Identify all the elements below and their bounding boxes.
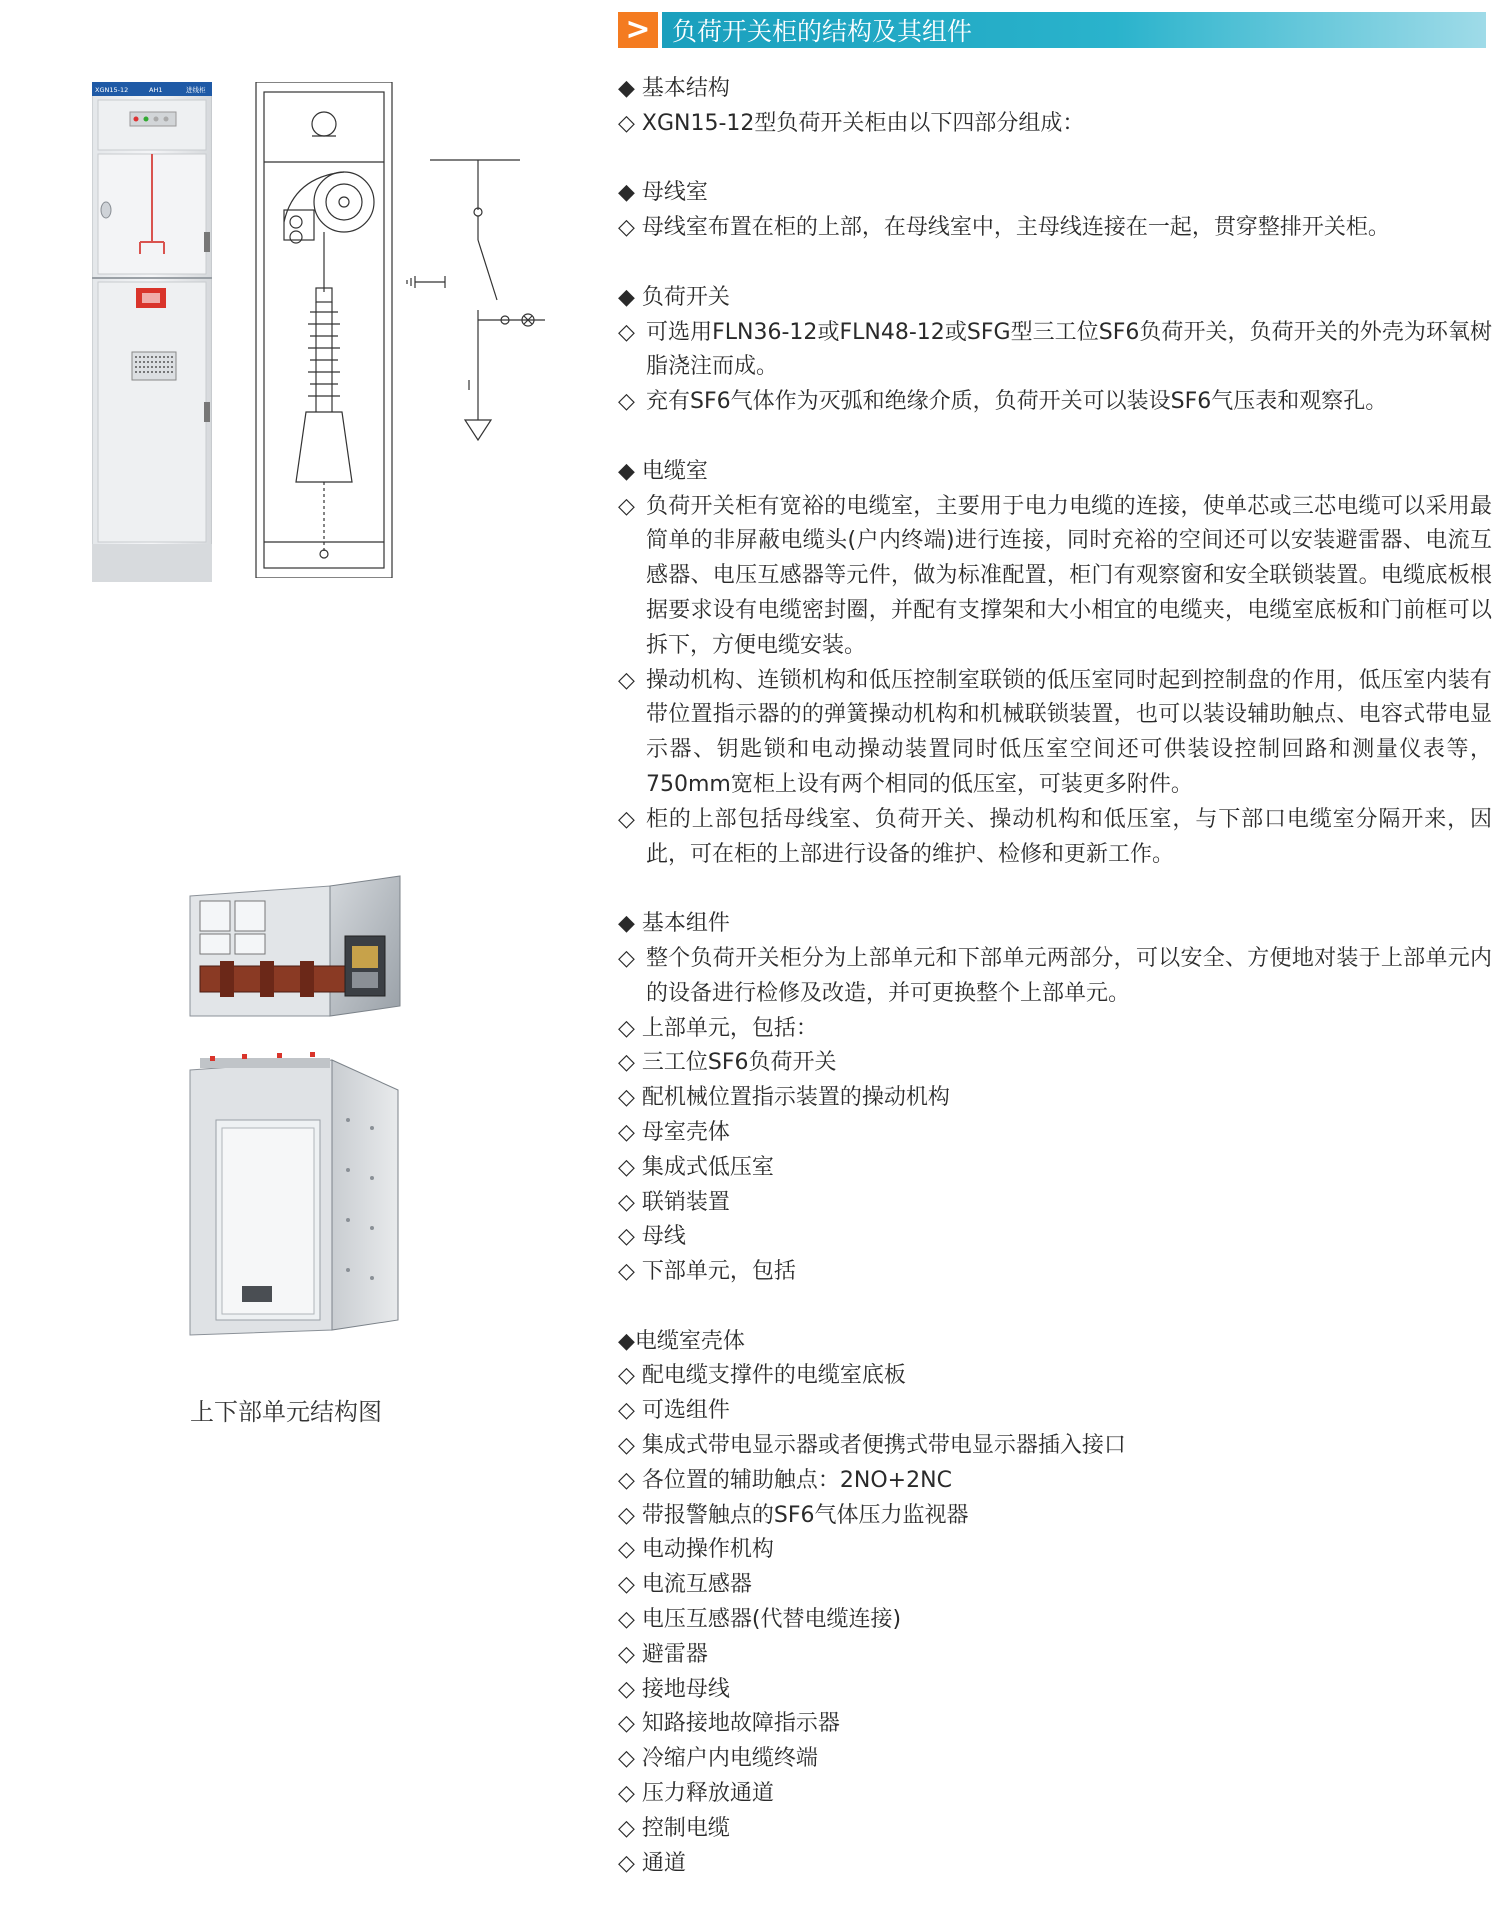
section-title: 负荷开关柜的结构及其组件 <box>662 12 1486 48</box>
list-item: ◇ 电流互感器 <box>618 1572 752 1598</box>
spacer <box>618 246 1492 281</box>
paragraph-text: 可选用FLN36-12或FLN48-12或SFG型三工位SF6负荷开关，负荷开关的外壳为环氧树脂浇注而成。 <box>646 319 1492 380</box>
cabinet-label-left: XGN15-12 <box>95 86 129 94</box>
list-item: ◇ 三工位SF6负荷开关 <box>618 1050 837 1076</box>
list-item: ◇ 带报警触点的SF6气体压力监视器 <box>618 1502 969 1528</box>
list-item: ◇ 避雷器 <box>618 1641 708 1667</box>
bullet-paragraph <box>618 803 1492 873</box>
list-item: ◇ 配电缆支撑件的电缆室底板 <box>618 1363 906 1389</box>
cabinet-front-photo <box>92 82 212 582</box>
header-arrow-icon: > <box>618 12 658 48</box>
paragraph-text: 负荷开关柜有宽裕的电缆室，主要用于电力电缆的连接，使单芯或三芯电缆可以采用最简单的非屏蔽电缆头(户内终端)进行连接，同时充裕的空间还可以安装避雷器、电流互感器、电压互感器等元件，做为标准配置，柜门有观察窗和安全联锁装置。电缆底板根据要求设有电缆密封圈，并配有支撑架和大小相宜的电缆夹，电缆室底板和门前框可以拆下，方便电缆安装。 <box>646 493 1492 658</box>
section-heading: ◆ 电缆室 <box>618 458 708 484</box>
spacer <box>618 142 1492 177</box>
diamond-bullet-icon: ◇ <box>618 667 635 693</box>
section-heading: ◆电缆室壳体 <box>618 1328 745 1354</box>
lower-unit-photo <box>182 1050 406 1340</box>
paragraph-text: 柜的上部包括母线室、负荷开关、操动机构和低压室，与下部口电缆室分隔开来，因此，可在柜的上部进行设备的维护、检修和更新工作。 <box>646 806 1492 867</box>
list-item: ◇ 上部单元，包括： <box>618 1015 818 1041</box>
cabinet-section-drawing <box>254 82 394 578</box>
section-heading: ◆ 母线室 <box>618 180 708 206</box>
bullet-paragraph <box>618 316 1492 386</box>
spacer <box>618 420 1492 455</box>
list-item: ◇ 集成式低压室 <box>618 1154 774 1180</box>
list-item: ◇ 控制电缆 <box>618 1815 730 1841</box>
list-item: ◇ 配机械位置指示装置的操动机构 <box>618 1085 950 1111</box>
section-heading: ◆ 基本组件 <box>618 911 730 937</box>
text-column <box>618 72 1492 1881</box>
list-item: ◇ 知路接地故障指示器 <box>618 1711 840 1737</box>
list-item: ◇ 下部单元，包括 <box>618 1259 796 1285</box>
list-item: ◇ 可选组件 <box>618 1398 730 1424</box>
spacer <box>618 1290 1492 1325</box>
paragraph-text: 操动机构、连锁机构和低压控制室联锁的低压室同时起到控制盘的作用，低压室内装有带位置指示器的的弹簧操动机构和机械联锁装置，也可以装设辅助触点、电容式带电显示器、钥匙锁和电动操动装置同时低压室空间还可供装设控制回路和测量仪表等，750mm宽柜上设有两个相同的低压室，可装更多附件。 <box>646 667 1492 797</box>
list-item: ◇ 电压互感器(代替电缆连接) <box>618 1607 902 1633</box>
paragraph-text: 充有SF6气体作为灭弧和绝缘介质，负荷开关可以装设SF6气压表和观察孔。 <box>646 389 1388 415</box>
upper-unit-photo <box>180 866 410 1036</box>
paragraph-text: 整个负荷开关柜分为上部单元和下部单元两部分，可以安全、方便地对装于上部单元内的设备进行检修及改造，并可更换整个上部单元。 <box>646 945 1492 1006</box>
bullet-paragraph <box>618 385 1492 420</box>
diamond-bullet-icon: ◇ <box>618 945 635 971</box>
list-item: ◇ 电动操作机构 <box>618 1537 774 1563</box>
diamond-bullet-icon: ◇ <box>618 389 635 415</box>
list-item: ◇ 母线 <box>618 1224 686 1250</box>
cabinet-label-mid: AH1 <box>149 86 163 94</box>
figure-caption: 上下部单元结构图 <box>190 1398 382 1426</box>
list-item: ◇ 各位置的辅助触点：2NO+2NC <box>618 1467 952 1493</box>
list-item: ◇ 母室壳体 <box>618 1119 730 1145</box>
diamond-bullet-icon: ◇ <box>618 806 635 832</box>
list-item: ◇ 母线室布置在柜的上部，在母线室中，主母线连接在一起，贯穿整排开关柜。 <box>618 215 1390 241</box>
diamond-bullet-icon: ◇ <box>618 319 635 345</box>
list-item: ◇ XGN15-12型负荷开关柜由以下四部分组成： <box>618 110 1085 136</box>
bullet-paragraph <box>618 490 1492 664</box>
list-item: ◇ 联销装置 <box>618 1189 730 1215</box>
list-item: ◇ 接地母线 <box>618 1676 730 1702</box>
diamond-bullet-icon: ◇ <box>618 493 635 519</box>
list-item: ◇ 压力释放通道 <box>618 1781 774 1807</box>
list-item: ◇ 集成式带电显示器或者便携式带电显示器插入接口 <box>618 1433 1126 1459</box>
circuit-diagram <box>385 150 545 485</box>
section-heading: ◆ 负荷开关 <box>618 284 730 310</box>
list-item: ◇ 冷缩户内电缆终端 <box>618 1746 818 1772</box>
list-item: ◇ 通道 <box>618 1850 686 1876</box>
cabinet-label-right: 进线柜 <box>186 86 206 94</box>
bullet-paragraph <box>618 942 1492 1012</box>
spacer <box>618 872 1492 907</box>
bullet-paragraph <box>618 664 1492 803</box>
section-heading: ◆ 基本结构 <box>618 76 730 101</box>
